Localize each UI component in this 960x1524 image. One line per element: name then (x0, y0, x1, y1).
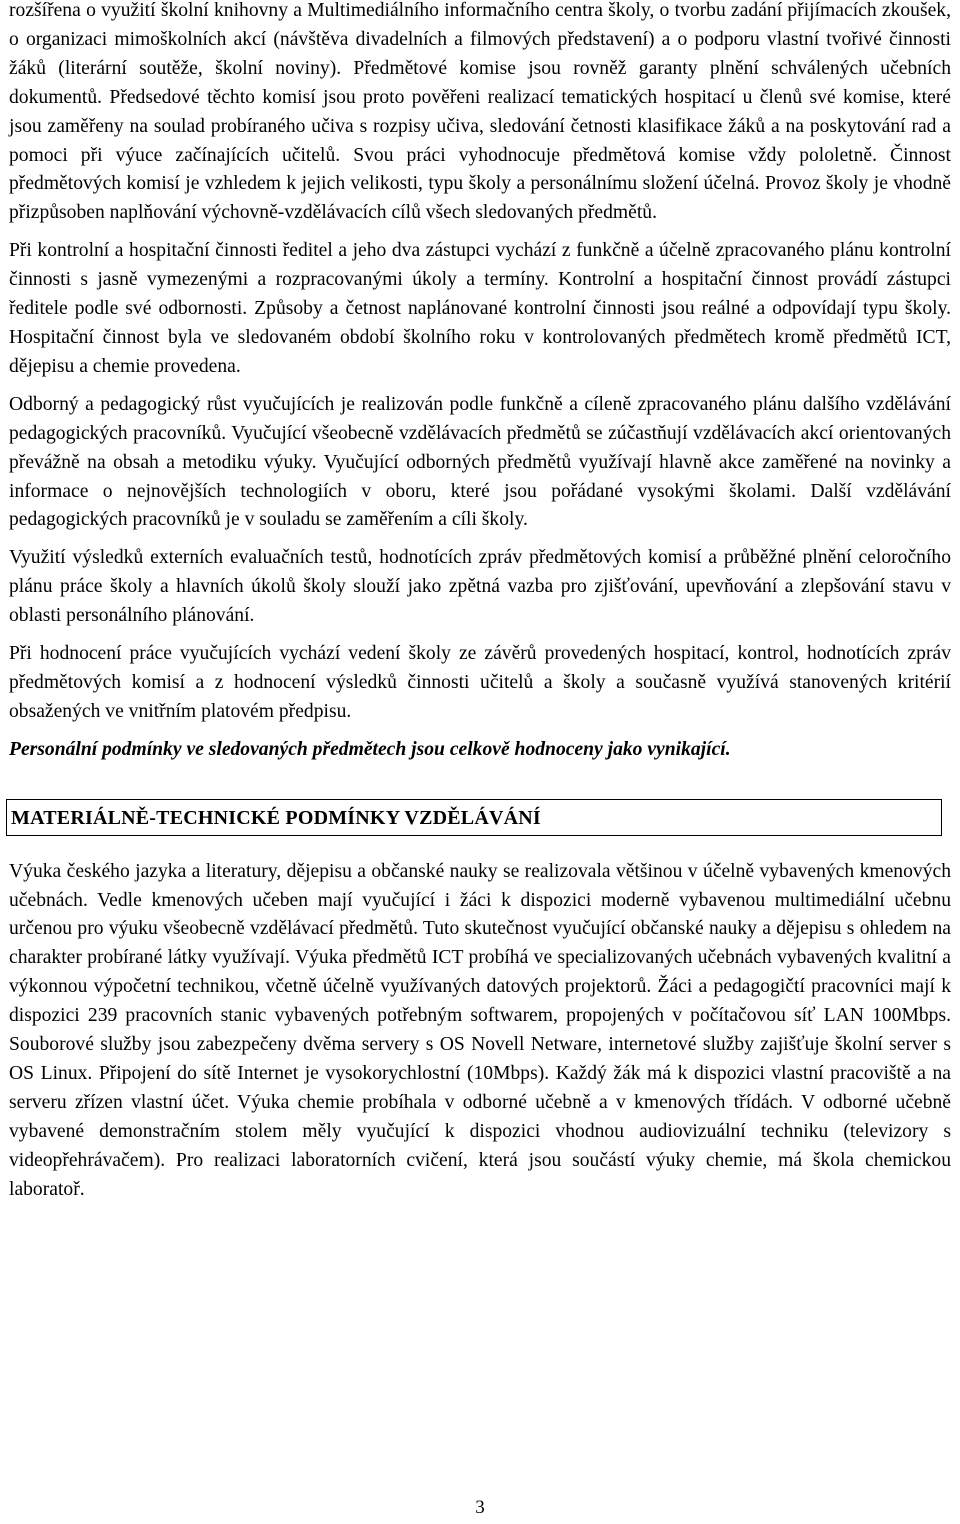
page-number: 3 (475, 1497, 485, 1518)
document-page (9, 0, 951, 1205)
personnel-summary: Personální podmínky ve sledovaných předmětech jsou celkově hodnoceny jako vynikající. (9, 738, 731, 760)
paragraph-teacher-assessment: Při hodnocení práce vyučujících vychází vedení školy ze závěrů provedených hospitací, kontrol, hodnotících zpráv předmětových komisí a z hodnocení výsledků činnosti učitelů a školy a současně využívá stanovených kritérií obsažených ve vnitřním platovém předpisu. (9, 643, 951, 722)
paragraph-inspection-activity: Při kontrolní a hospitační činnosti ředitel a jeho dva zástupci vychází z funkčně a účelně zpracovaného plánu kontrolní činnosti s jasně vymezenými a rozpracovanými úkoly a termíny. Kontrolní a hospitační činnost provádí zástupci ředitele podle své odbornosti. Způsoby a četnost naplánované kontrolní činnosti jsou reálné a odpovídají typu školy. Hospitační činnost byla ve sledovaném období školního roku v kontrolovaných předmětech kromě předmětů ICT, dějepisu a chemie provedena. (9, 240, 951, 377)
paragraph-professional-growth: Odborný a pedagogický růst vyučujících je realizován podle funkčně a cíleně zpracovaného plánu dalšího vzdělávání pedagogických pracovníků. Vyučující všeobecně vzdělávacích předmětů se zúčastňují vzdělávacích akcí orientovaných převážně na obsah a metodiku výuky. Vyučující odborných předmětů využívají hlavně akce zaměřené na novinky a informace o nejnovějších technologiích v oboru, které jsou pořádané vysokými školami. Další vzdělávání pedagogických pracovníků je v souladu se zaměřením a cíli školy. (9, 393, 951, 531)
paragraph-material-conditions: Výuka českého jazyka a literatury, dějepisu a občanské nauky se realizovala většinou v účelně vybavených kmenových učebnách. Vedle kmenových učeben mají vyučující i žáci k dispozici moderně vybavenou multimediální učebnu určenou pro výuku všeobecně vzdělávací předmětů. Tuto skutečnost vyučující občanské nauky a dějepisu s ohledem na charakter probírané látky využívají. Výuka předmětů ICT probíhá ve specializovaných učebnách vybavených kvalitní a výkonnou výpočetní technikou, včetně účelně využívaných datových projektorů. Žáci a pedagogičtí pracovníci mají k dispozici 239 pracovních stanic vybavených potřebným softwarem, propojených v počítačovou síť LAN 100Mbps. Souborové služby jsou zabezpečeny dvěma servery s OS Novell Netware, internetové služby zajišťuje školní server s OS Linux. Připojení do sítě Internet je vysokorychlostní (10Mbps). Každý žák má k dispozici vlastní pracoviště a na serveru zřízen vlastní účet. Výuka chemie probíhala v odborné učebně a v kmenových třídách. V odborné učebně vybavené demonstračním stolem měly vyučující k dispozici vhodnou audiovizuální techniku (televizory s videopřehrávačem). Pro realizaci laboratorních cvičení, která jsou součástí výuky chemie, má škola chemickou laboratoř. (9, 860, 951, 1200)
paragraph-subject-commissions: rozšířena o využití školní knihovny a Multimediálního informačního centra školy, o tvorbu zadání přijímacích zkoušek, o organizaci mimoškolních akcí (návštěva divadelních a filmových představení) a o podporu vlastní tvořivé činnosti žáků (literární soutěže, školní noviny). Předmětové komise jsou rovněž garanty plnění schválených učebních dokumentů. Předsedové těchto komisí jsou proto pověřeni realizací tematických hospitací u členů své komise, které jsou zaměřeny na soulad probíraného učiva s rozpisy učiva, sledování četnosti klasifikace žáků a na poskytování rad a pomoci při výuce začínajících učitelů. Svou práci vyhodnocuje předmětová komise vždy pololetně. Činnost předmětových komisí je vzhledem k jejich velikosti, typu školy a personálnímu složení účelná. Provoz školy je vhodně přizpůsoben naplňování výchovně-vzdělávacích cílů všech sledovaných předmětů. (9, 0, 951, 224)
paragraph-evaluation-results: Využití výsledků externích evaluačních testů, hodnotících zpráv předmětových komisí a průběžné plnění celoročního plánu práce školy a hlavních úkolů školy slouží jako zpětná vazba pro zjišťování, upevňování a zlepšování stavu v oblasti personálního plánování. (9, 547, 951, 627)
section-heading-material-conditions: MATERIÁLNĚ-TECHNICKÉ PODMÍNKY VZDĚLÁVÁNÍ (6, 799, 942, 836)
